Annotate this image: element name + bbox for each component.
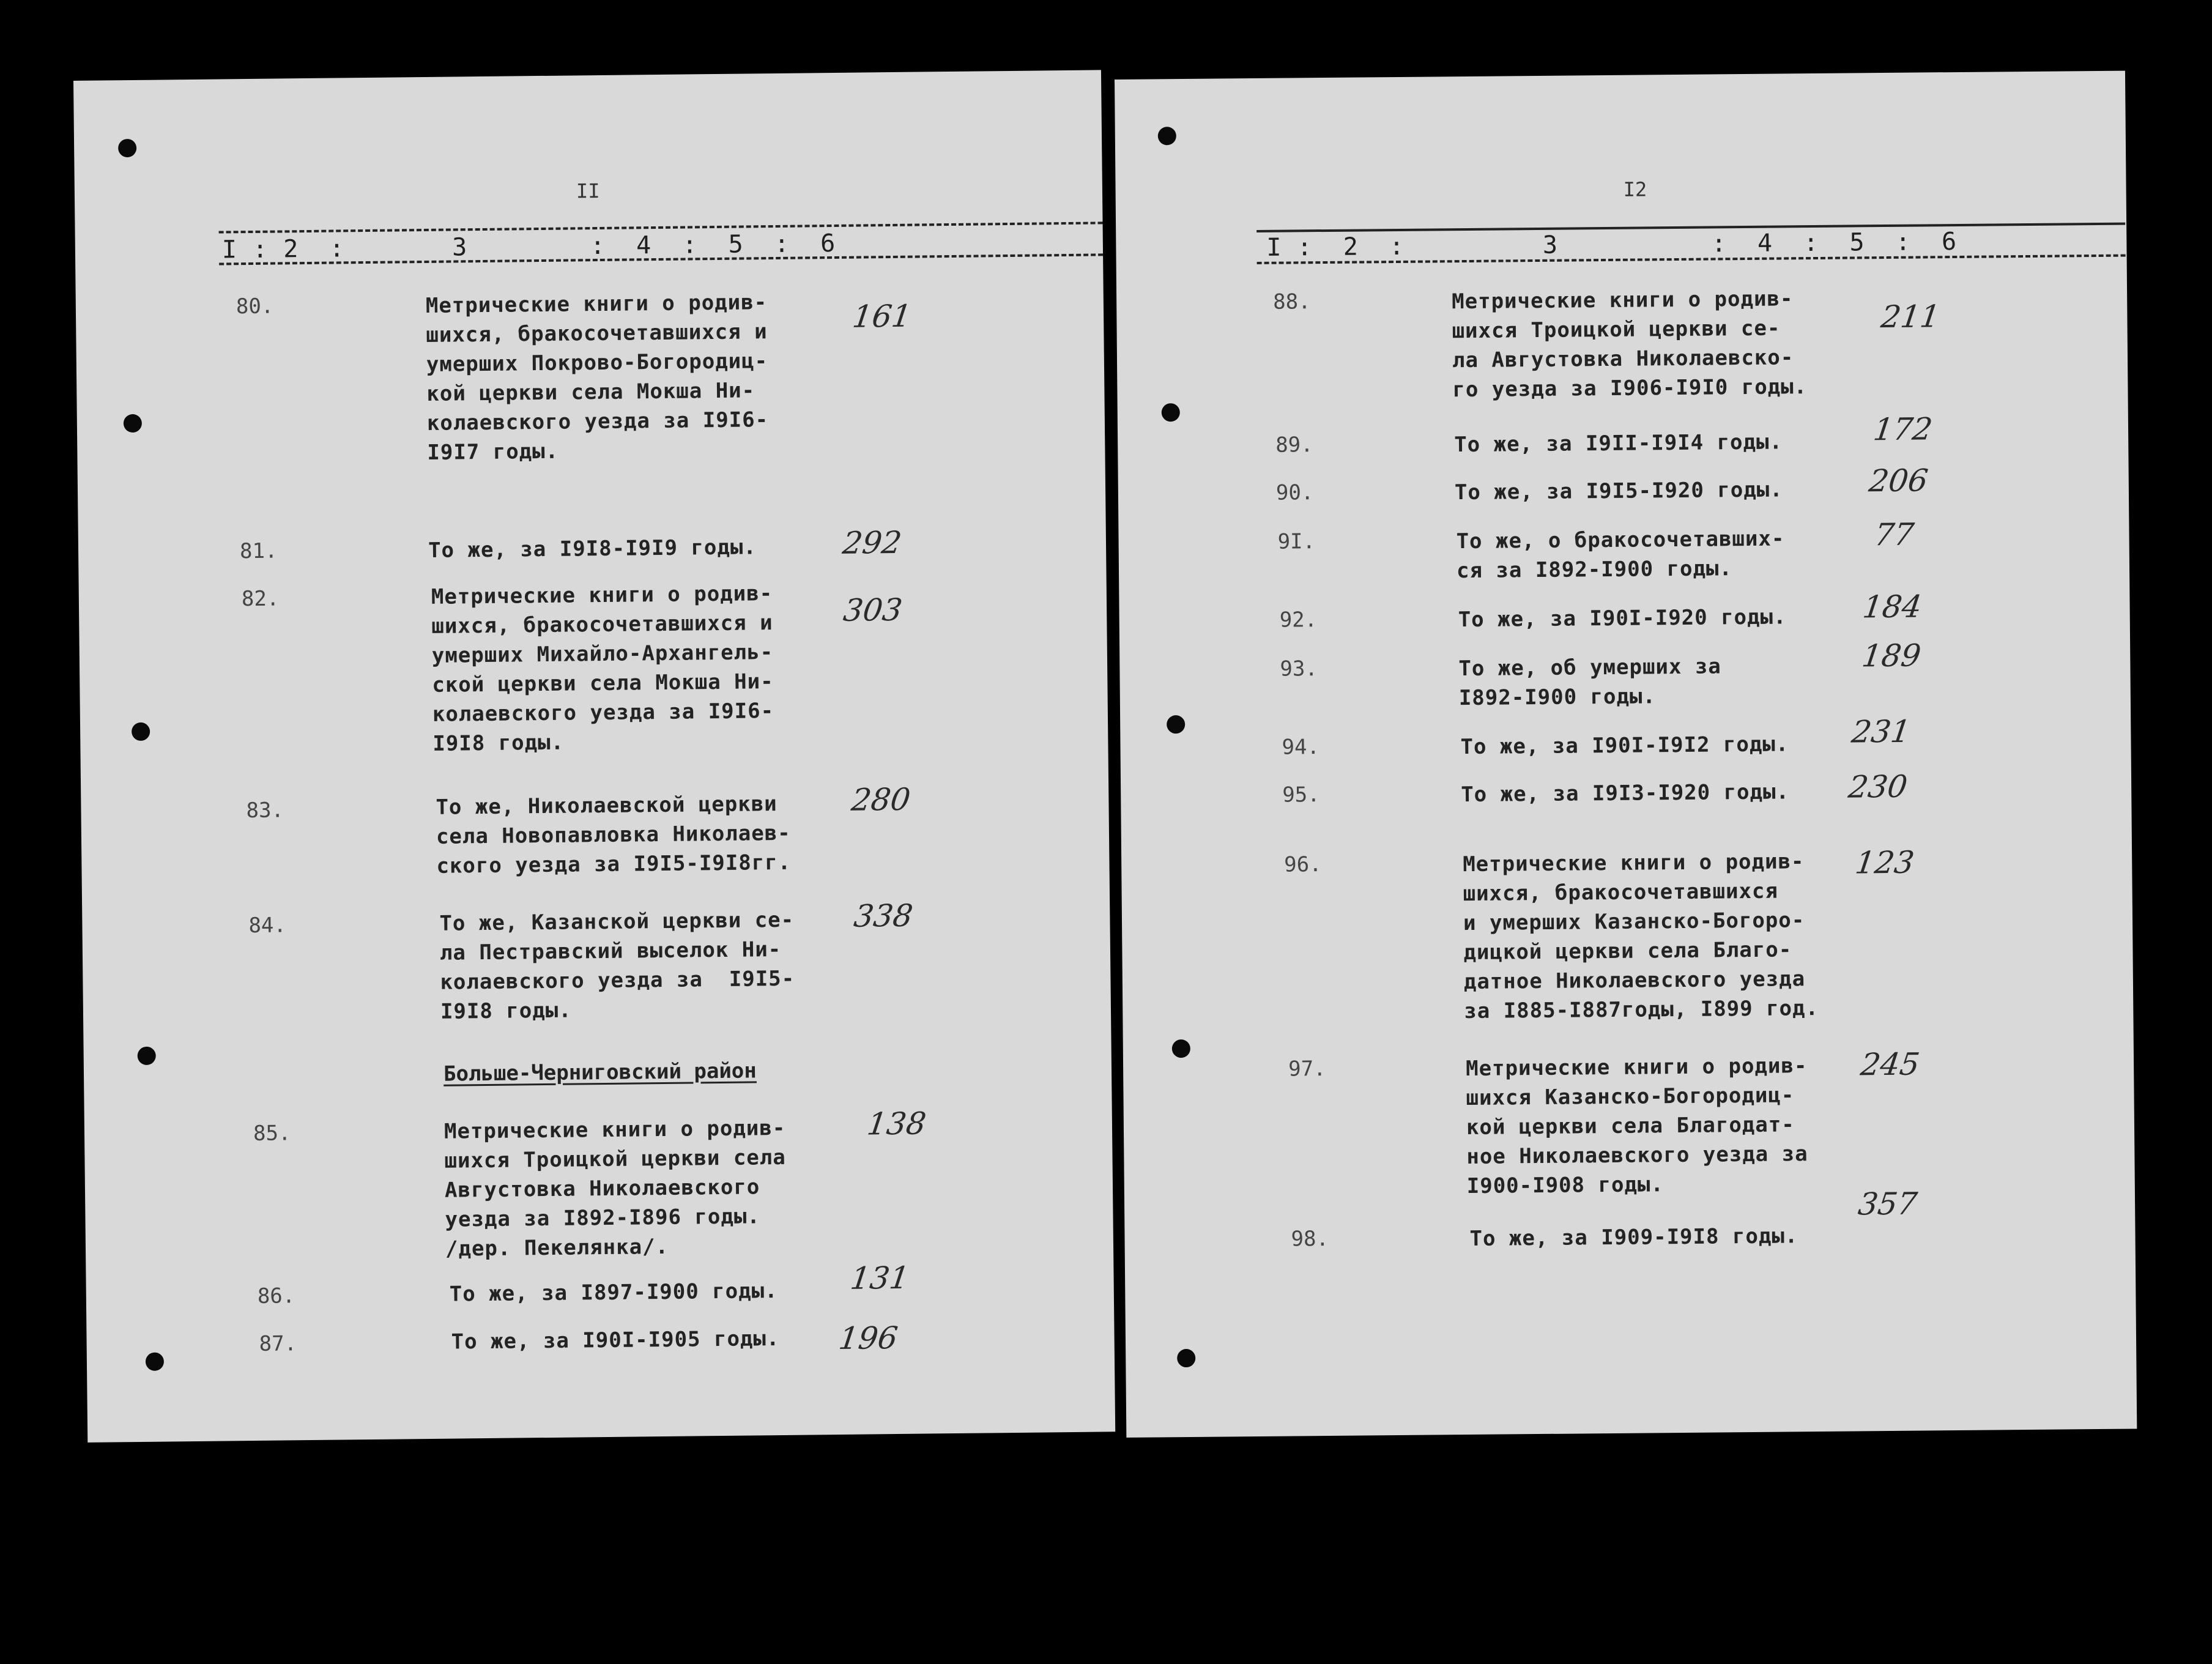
entry-number: 95. bbox=[1282, 782, 1320, 808]
handwritten-count: 184 bbox=[1860, 589, 1924, 625]
entry-number: 93. bbox=[1280, 656, 1318, 682]
entry-number: 9I. bbox=[1277, 529, 1316, 554]
handwritten-count: 303 bbox=[841, 592, 905, 628]
punch-hole bbox=[1172, 1039, 1190, 1058]
entry-description: Метрические книги о родив- шихся, бракосочетавшихся и умерших Покрово-Богородиц- кой церкви села Мокша Ни- колаевского уезда за I9I6- I9I7 годы. bbox=[425, 290, 769, 465]
handwritten-count: 292 bbox=[841, 524, 904, 561]
entry-description: То же, за I90I-I9I2 годы. bbox=[1460, 732, 1789, 760]
entry-description: То же, Николаевской церкви села Новопавловка Николаев- ского уезда за I9I5-I9I8гг. bbox=[436, 792, 792, 878]
entry-description: Метрические книги о родив- шихся, бракосочетавшихся и умерших Казанско-Богоро- дицкой церкви села Благо- датное Николаевского уезда за I885-I887годы, I899 год. bbox=[1463, 849, 1819, 1024]
entry-number: 89. bbox=[1275, 433, 1313, 458]
entry-description: Метрические книги о родив- шихся Троицкой церкви се- ла Августовка Николаевско- го уезда за I906-I9I0 годы. bbox=[1452, 286, 1808, 403]
entry-number: 85. bbox=[253, 1121, 291, 1146]
column-headers: I : 2 : 3 : 4 : 5 : 6 bbox=[1266, 227, 1958, 262]
handwritten-count: 189 bbox=[1860, 637, 1923, 674]
entry-description: То же, за I9I5-I920 годы. bbox=[1454, 477, 1783, 505]
entry-number: 92. bbox=[1279, 607, 1318, 633]
entry-number: 86. bbox=[257, 1283, 295, 1309]
punch-hole bbox=[124, 414, 142, 433]
punch-hole bbox=[1177, 1349, 1195, 1367]
entry-number: 88. bbox=[1273, 289, 1311, 314]
entry-number: 84. bbox=[248, 913, 287, 938]
entry-description: То же, за I9I3-I920 годы. bbox=[1461, 779, 1790, 808]
entry-description: То же, за I909-I9I8 годы. bbox=[1469, 1224, 1798, 1252]
handwritten-count: 206 bbox=[1866, 462, 1931, 499]
entry-description: То же, об умерших за I892-I900 годы. bbox=[1458, 654, 1721, 711]
entry-number: 94. bbox=[1282, 735, 1320, 760]
left-page bbox=[73, 70, 1115, 1442]
handwritten-count: 211 bbox=[1879, 299, 1942, 335]
entry-description: То же, за I897-I900 годы. bbox=[449, 1279, 778, 1307]
handwritten-count: 196 bbox=[836, 1320, 900, 1357]
entry-description: То же, за I9II-I9I4 годы. bbox=[1454, 429, 1783, 458]
handwritten-count: 338 bbox=[852, 897, 915, 934]
handwritten-count: 231 bbox=[1849, 713, 1913, 750]
entry-description: Метрические книги о родив- шихся Троицкой церкви села Августовка Николаевского уезда за I892-I896 годы. /дер. Пекелянка/. bbox=[444, 1115, 786, 1261]
punch-hole bbox=[1167, 715, 1185, 734]
entry-number: 98. bbox=[1291, 1227, 1329, 1252]
handwritten-count: 77 bbox=[1872, 516, 1916, 553]
entry-number: 83. bbox=[246, 798, 284, 823]
entry-number: 87. bbox=[259, 1331, 297, 1356]
entry-number: 80. bbox=[236, 294, 274, 319]
handwritten-count: 357 bbox=[1856, 1186, 1920, 1222]
punch-hole bbox=[1158, 127, 1176, 145]
right-page bbox=[1115, 71, 2137, 1438]
punch-hole bbox=[146, 1353, 164, 1371]
entry-number: 97. bbox=[1288, 1057, 1326, 1082]
entry-description: То же, Казанской церкви се- ла Пестравский выселок Ни- колаевского уезда за I9I5- I9I8 годы. bbox=[439, 907, 795, 1024]
entry-number: 96. bbox=[1284, 852, 1322, 877]
handwritten-count: 172 bbox=[1871, 411, 1935, 448]
handwritten-count: 245 bbox=[1858, 1046, 1922, 1083]
handwritten-count: 123 bbox=[1853, 844, 1917, 881]
entry-description: То же, о бракосочетавших- ся за I892-I900 годы. bbox=[1456, 526, 1785, 584]
entry-description: То же, за I90I-I905 годы. bbox=[451, 1326, 780, 1354]
entry-description: То же, за I9I8-I9I9 годы. bbox=[428, 535, 757, 563]
entry-number: 82. bbox=[241, 586, 280, 612]
entry-description: То же, за I90I-I920 годы. bbox=[1458, 604, 1787, 633]
handwritten-count: 161 bbox=[850, 298, 914, 335]
punch-hole bbox=[118, 139, 136, 157]
entry-number: 81. bbox=[239, 538, 278, 564]
handwritten-count: 280 bbox=[849, 781, 913, 818]
page-number: II bbox=[576, 179, 600, 203]
punch-hole bbox=[1162, 403, 1180, 422]
entry-description: Метрические книги о родив- шихся Казанско-Богородиц- кой церкви села Благодат- ное Николаевского уезда за I900-I908 годы. bbox=[1465, 1053, 1808, 1199]
column-headers: I : 2 : 3 : 4 : 5 : 6 bbox=[221, 229, 836, 264]
handwritten-count: 131 bbox=[848, 1260, 911, 1296]
entry-number: 90. bbox=[1275, 480, 1314, 505]
punch-hole bbox=[138, 1047, 156, 1065]
entry-description: Метрические книги о родив- шихся, бракосочетавшихся и умерших Михайло-Архангель- ской церкви села Мокша Ни- колаевского уезда за I9I6- I9I8 годы. bbox=[431, 581, 774, 756]
handwritten-count: 230 bbox=[1846, 768, 1910, 805]
page-number: I2 bbox=[1623, 177, 1647, 201]
handwritten-count: 138 bbox=[865, 1105, 929, 1142]
district-heading: Больше-Черниговский район bbox=[443, 1058, 757, 1086]
punch-hole bbox=[132, 722, 150, 741]
